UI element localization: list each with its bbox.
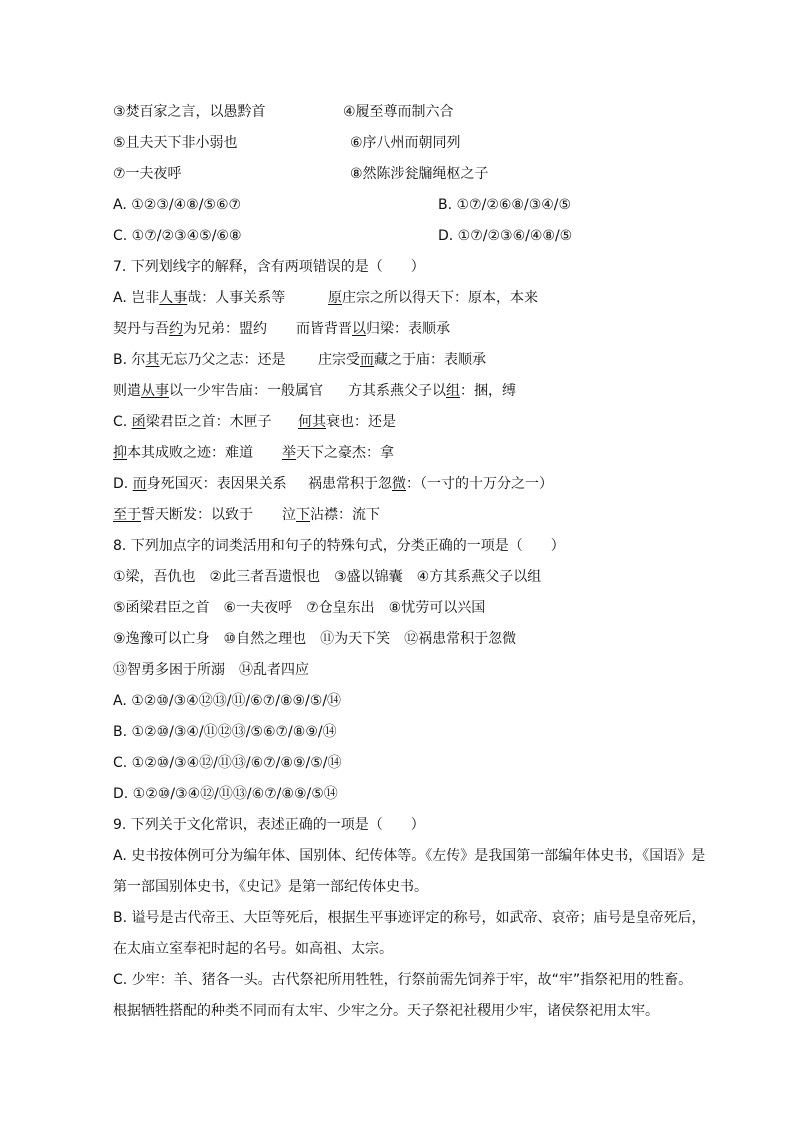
underlined-word: 而 — [132, 476, 147, 492]
text: 身死国灭：表因果关系 — [146, 476, 287, 492]
underlined-word: 其 — [145, 352, 160, 368]
underlined-word: 抑 — [113, 445, 127, 461]
q6-option-a: A. ①②③/④⑧/⑤⑥⑦ — [113, 197, 242, 213]
underlined-word: 函 — [131, 414, 146, 430]
q7-b-line2-right — [348, 381, 516, 401]
q8-option-c: C. ①②⑩/③④⑫/⑪⑬/⑥⑦/⑧⑨/⑤/⑭ — [113, 755, 342, 771]
q7-c-line2 — [113, 443, 253, 463]
underlined-word: 约 — [169, 321, 183, 337]
text: 藏之于庙：表顺承 — [374, 352, 486, 368]
q8-row-1: ①梁，吾仇也 ②此三者吾遗恨也 ③盛以锦囊 ④方其系燕父子以组 — [113, 569, 542, 585]
q6-item-8: ⑧然陈涉瓮牖绳枢之子 — [350, 166, 489, 182]
q7-a-line1-right — [328, 288, 538, 308]
q7-d-line2-right — [282, 505, 380, 525]
q6-item-3: ③焚百家之言，以愚黔首 — [113, 104, 266, 120]
q6-item-6: ⑥序八州而朝同列 — [350, 135, 461, 151]
text: 誓天断发：以致于 — [141, 507, 253, 523]
underlined-word: 人事 — [159, 290, 188, 306]
text: ：捆，缚 — [460, 383, 516, 399]
q7-stem: 7. 下列划线字的解释，含有两项错误的是（ ） — [113, 259, 425, 275]
text: 归梁：表顺承 — [366, 321, 450, 337]
q7-c-line1 — [113, 412, 272, 432]
text: 泣 — [282, 507, 296, 523]
text: 沾襟：流下 — [310, 507, 380, 523]
q7-d-line1 — [113, 474, 287, 494]
q8-stem: 8. 下列加点字的词类活用和句子的特殊句式，分类正确的一项是（ ） — [113, 538, 565, 554]
text: 方其系燕父子以 — [348, 383, 446, 399]
q9-stem: 9. 下列关于文化常识，表述正确的一项是（ ） — [113, 817, 425, 833]
text: 本其成败之迹：难道 — [127, 445, 253, 461]
q9-option-a-line2: 第一部国别体史书，《史记》是第一部纪传体史书。 — [113, 879, 428, 895]
q7-c-line2-right — [282, 443, 394, 463]
q6-item-7: ⑦一夫夜呼 — [113, 166, 182, 182]
text: 哉：人事关系等 — [187, 290, 286, 306]
q7-c-line1-right — [298, 412, 396, 432]
q9-option-b-line1: B. 谥号是古代帝王、大臣等死后，根据生平事迹评定的称号，如武帝、哀帝；庙号是皇帝死后， — [113, 910, 706, 926]
q9-option-b-line2: 在太庙立室奉祀时起的名号。如高祖、太宗。 — [113, 941, 393, 957]
q8-row-3: ⑨逸豫可以亡身 ⑩自然之理也 ⑪为天下笑 ⑫祸患常积于忽微 — [113, 631, 517, 647]
text: 则遣 — [113, 383, 141, 399]
q8-option-a: A. ①②⑩/③④⑫⑬/⑪/⑥⑦/⑧⑨/⑤/⑭ — [113, 693, 342, 709]
q7-d-line2 — [113, 505, 253, 525]
q7-d-line1-right — [308, 474, 553, 494]
text: 庄宗受 — [318, 352, 360, 368]
underlined-word: 至于 — [113, 507, 141, 523]
text: C. — [113, 414, 132, 430]
q7-a-line2-right — [296, 319, 450, 339]
text: 为兄弟：盟约 — [183, 321, 267, 337]
q8-option-d: D. ①②⑩/③④⑫/⑪⑬/⑥⑦/⑧⑨/⑤⑭ — [113, 786, 338, 802]
q7-a-line2 — [113, 319, 267, 339]
text: 无忘乃父之志：还是 — [159, 352, 286, 368]
q9-option-c-line2: 根据牺牲搭配的种类不同而有太牢、少牢之分。天子祭祀社稷用少牢，诸侯祭祀用太牢。 — [113, 1003, 659, 1019]
underlined-word: 下 — [296, 507, 310, 523]
q8-row-2: ⑤函梁君臣之首 ⑥一夫夜呼 ⑦仓皇东出 ⑧忧劳可以兴国 — [113, 600, 486, 616]
text: 契丹与吾 — [113, 321, 169, 337]
text: 以一少牢告庙：一般属官 — [169, 383, 323, 399]
q6-option-d: D. ①⑦/②③⑥/④⑧/⑤ — [438, 228, 573, 244]
q6-item-5: ⑤且夫天下非小弱也 — [113, 135, 238, 151]
text: ：（一寸的十万分之一） — [406, 476, 553, 492]
underlined-word: 而 — [360, 352, 374, 368]
underlined-word: 微 — [392, 476, 406, 492]
q7-b-line2 — [113, 381, 323, 401]
q8-row-4: ⑬智勇多困于所溺 ⑭乱者四应 — [113, 662, 309, 678]
underlined-word: 何其 — [298, 414, 326, 430]
text: 梁君臣之首：木匣子 — [145, 414, 272, 430]
underlined-word: 原 — [328, 290, 342, 306]
q6-option-b: B. ①⑦/②⑥⑧/③④/⑤ — [438, 197, 572, 213]
q6-item-4: ④履至尊而制六合 — [343, 104, 454, 120]
text: 庄宗之所以得天下：原本，本来 — [342, 290, 538, 306]
text: B. 尔 — [113, 352, 146, 368]
q7-b-line1-right — [318, 350, 486, 370]
q8-option-b: B. ①②⑩/③④/⑪⑫⑬/⑤⑥⑦/⑧⑨/⑭ — [113, 724, 337, 740]
text: 祸患常积于忽 — [308, 476, 392, 492]
q9-option-c-line1: C. 少牢：羊、猪各一头。古代祭祀所用牲牲，行祭前需先饲养于牢，故“牢”指祭祀用的牲畜。 — [113, 972, 693, 988]
text: D. — [113, 476, 133, 492]
q7-b-line1 — [113, 350, 286, 370]
q9-option-a-line1: A. 史书按体例可分为编年体、国别体、纪传体等。《左传》是我国第一部编年体史书，《国语》是 — [113, 848, 706, 864]
text: 而皆背晋 — [296, 321, 352, 337]
underlined-word: 举 — [282, 445, 296, 461]
underlined-word: 以 — [352, 321, 366, 337]
text: 天下之豪杰：拿 — [296, 445, 394, 461]
q6-option-c: C. ①⑦/②③④⑤/⑥⑧ — [113, 228, 242, 244]
text: 衰也：还是 — [326, 414, 396, 430]
text: A. 岂非 — [113, 290, 160, 306]
underlined-word: 从事 — [141, 383, 169, 399]
underlined-word: 组 — [446, 383, 460, 399]
q7-a-line1 — [113, 288, 285, 308]
